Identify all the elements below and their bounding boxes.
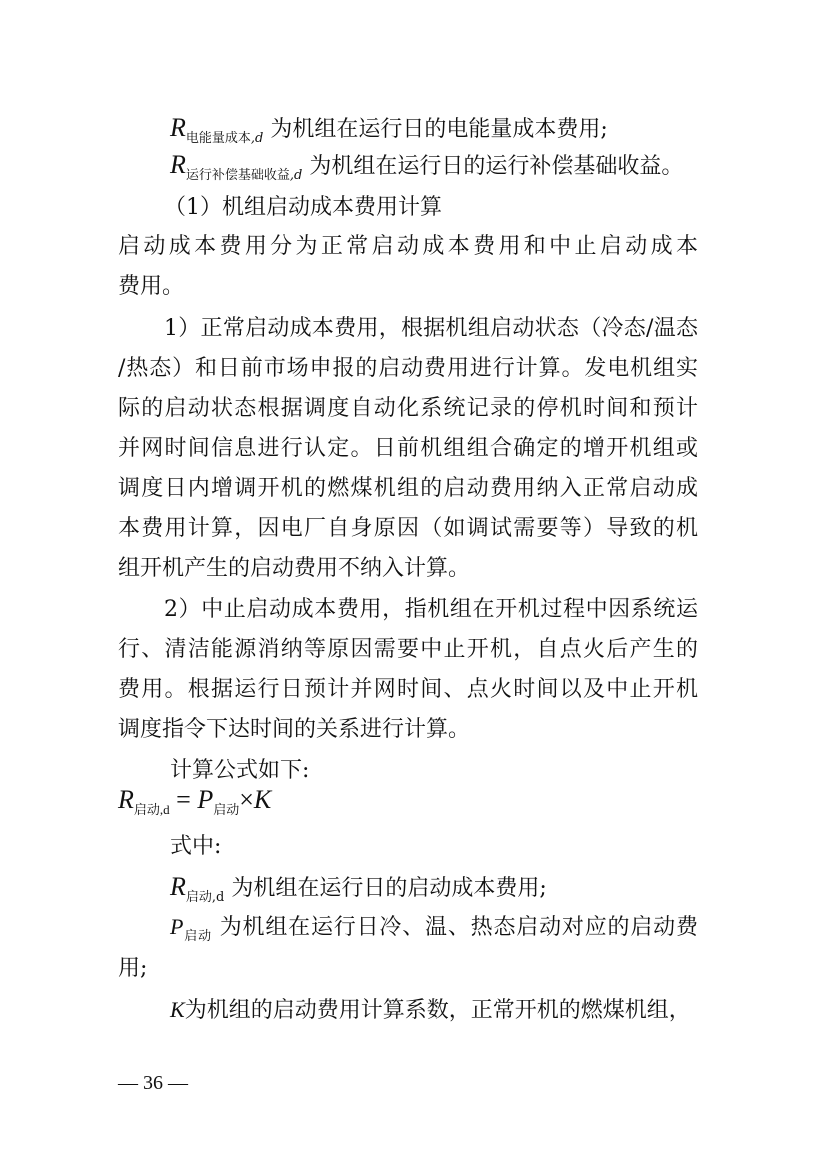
def-k-line bbox=[170, 996, 691, 1025]
para2-line1: 1）正常启动成本费用，根据机组启动状态（冷态/温态 bbox=[164, 316, 698, 341]
def-p-line bbox=[170, 913, 698, 951]
formula-equals: = bbox=[176, 785, 191, 814]
para1-line1: 启动成本费用分为正常启动成本费用和中止启动成本 bbox=[118, 234, 698, 259]
var-K: K bbox=[170, 997, 185, 1022]
para3-line2: 行、清洁能源消纳等原因需要中止开机，自点火后产生的 bbox=[118, 637, 698, 662]
def-energy-line bbox=[170, 114, 608, 153]
def-start-line bbox=[170, 873, 547, 912]
var-R: R bbox=[170, 872, 186, 901]
var-R: R bbox=[170, 113, 186, 142]
def-k-text: 为机组的启动费用计算系数，正常开机的燃煤机组， bbox=[184, 998, 691, 1023]
subscript-start: 启动 bbox=[183, 929, 212, 944]
formula-intro: 计算公式如下: bbox=[170, 758, 310, 783]
formula-P-subscript: 启动 bbox=[213, 802, 240, 817]
para2-line7: 组开机产生的启动费用不纳入计算。 bbox=[118, 556, 471, 581]
def-comp-line bbox=[170, 151, 683, 190]
def-energy-text: 为机组在运行日的电能量成本费用; bbox=[270, 117, 608, 142]
para2-line2: /热态）和日前市场申报的启动费用进行计算。发电机组实 bbox=[118, 356, 698, 381]
formula-R: R bbox=[118, 785, 134, 814]
section-heading: （1）机组启动成本费用计算 bbox=[164, 195, 442, 220]
para2-line6: 本费用计算，因电厂自身原因（如调试需要等）导致的机 bbox=[118, 516, 698, 541]
subscript-compensation: 运行补偿基础收益 bbox=[185, 168, 290, 183]
var-P: P bbox=[170, 914, 184, 939]
para3-line4: 调度指令下达时间的关系进行计算。 bbox=[118, 717, 471, 742]
def-p-text: 为机组在运行日冷、温、热态启动对应的启动费 bbox=[219, 915, 698, 940]
para3-line1: 2）中止启动成本费用，指机组在开机过程中因系统运 bbox=[164, 597, 698, 622]
para3-line3: 费用。根据运行日预计并网时间、点火时间以及中止开机 bbox=[118, 677, 698, 702]
subscript-d: ,d bbox=[289, 168, 303, 183]
formula bbox=[118, 786, 271, 824]
def-start-text: 为机组在运行日的启动成本费用; bbox=[231, 876, 547, 901]
where-label: 式中: bbox=[170, 834, 222, 859]
subscript-d: ,d bbox=[250, 131, 264, 146]
formula-P: P bbox=[197, 785, 214, 814]
subscript-start: 启动,d bbox=[185, 890, 225, 905]
formula-R-subscript: 启动,d bbox=[133, 802, 170, 817]
para2-line3: 际的启动状态根据调度自动化系统记录的停机时间和预计 bbox=[118, 396, 698, 421]
var-R: R bbox=[170, 150, 186, 179]
page-number: — 36 — bbox=[118, 1072, 188, 1094]
formula-K: K bbox=[253, 785, 272, 814]
def-comp-text: 为机组在运行日的运行补偿基础收益。 bbox=[309, 154, 684, 179]
subscript-energy-cost: 电能量成本 bbox=[185, 131, 251, 146]
def-p-cont: 用; bbox=[118, 956, 148, 981]
para2-line5: 调度日内增调开机的燃煤机组的启动费用纳入正常启动成 bbox=[118, 476, 698, 501]
para2-line4: 并网时间信息进行认定。日前机组组合确定的增开机组或 bbox=[118, 436, 698, 461]
para1-line2: 费用。 bbox=[118, 274, 185, 299]
formula-times: × bbox=[239, 785, 254, 814]
